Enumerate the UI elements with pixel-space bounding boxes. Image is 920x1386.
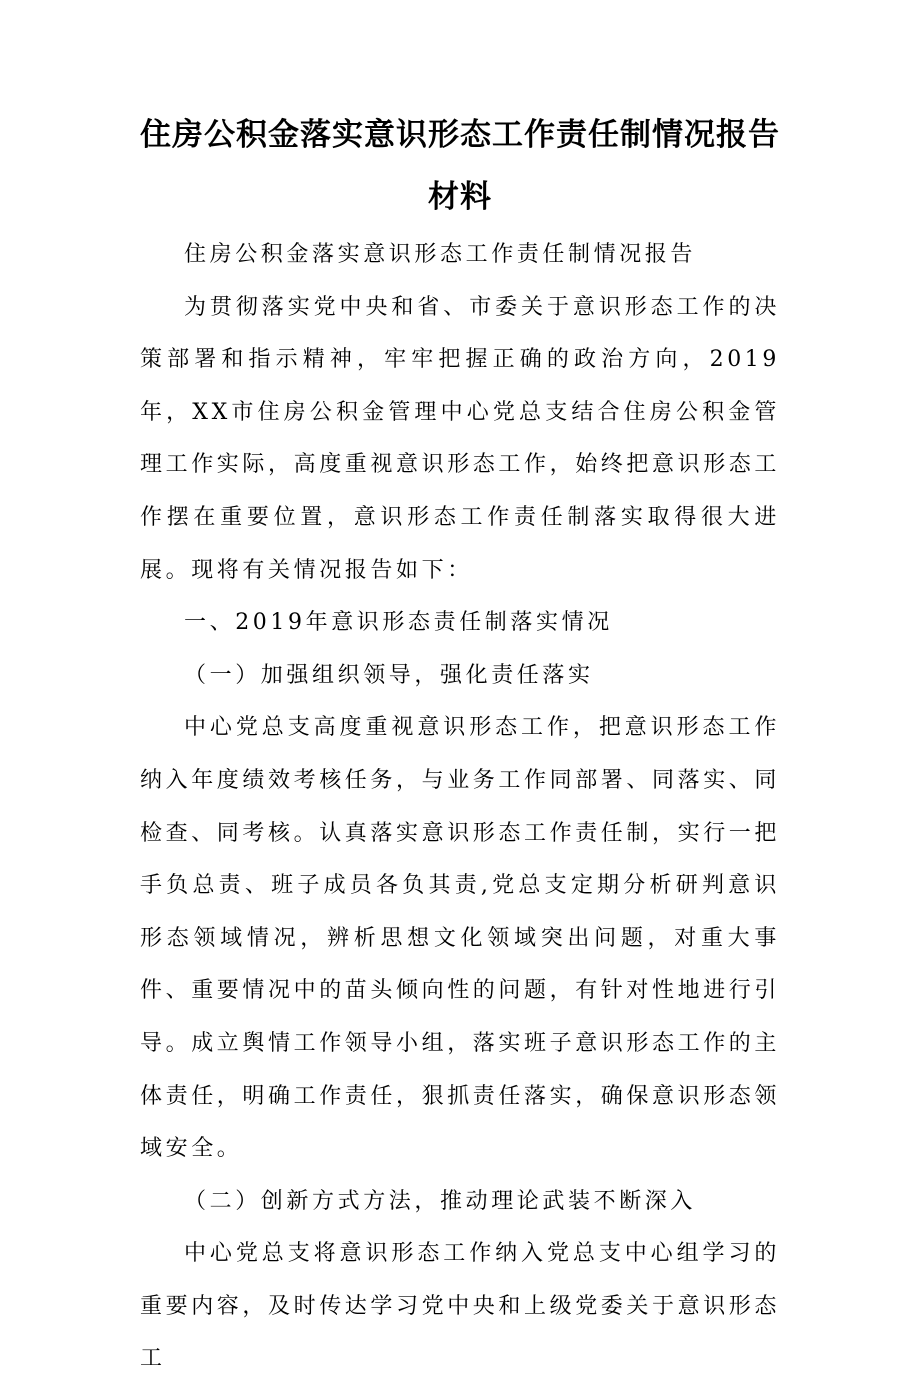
- subsection-heading-1: （一）加强组织领导，强化责任落实: [184, 662, 594, 688]
- document-body: [140, 229, 780, 1386]
- intro-paragraph: 为贯彻落实党中央和省、市委关于意识形态工作的决策部署和指示精神，牢牢把握正确的政治方向，2019年，XX市住房公积金管理中心党总支结合住房公积金管理工作实际，高度重视意识形态工作，始终把意识形态工作摆在重要位置，意识形态工作责任制落实取得很大进展。现将有关情况报告如下：: [140, 294, 781, 583]
- body-paragraph-2: 中心党总支将意识形态工作纳入党总支中心组学习的重要内容，及时传达学习党中央和上级党委关于意识形态工: [140, 1241, 781, 1372]
- document-title: 住房公积金落实意识形态工作责任制情况报告材料: [140, 117, 780, 215]
- subtitle-paragraph: 住房公积金落实意识形态工作责任制情况报告: [184, 242, 697, 267]
- subsection-heading-2: （二）创新方式方法，推动理论武装不断深入: [184, 1188, 697, 1214]
- section-heading-1: 一、2019年意识形态责任制落实情况: [184, 610, 613, 636]
- body-paragraph-1: 中心党总支高度重视意识形态工作，把意识形态工作纳入年度绩效考核任务，与业务工作同部署、同落实、同检查、同考核。认真落实意识形态工作责任制，实行一把手负总责、班子成员各负其责,党总支定期分析研判意识形态领域情况，辨析思想文化领域突出问题，对重大事件、重要情况中的苗头倾向性的问题，有针对性地进行引导。成立舆情工作领导小组，落实班子意识形态工作的主体责任，明确工作责任，狠抓责任落实，确保意识形态领域安全。: [140, 715, 781, 1162]
